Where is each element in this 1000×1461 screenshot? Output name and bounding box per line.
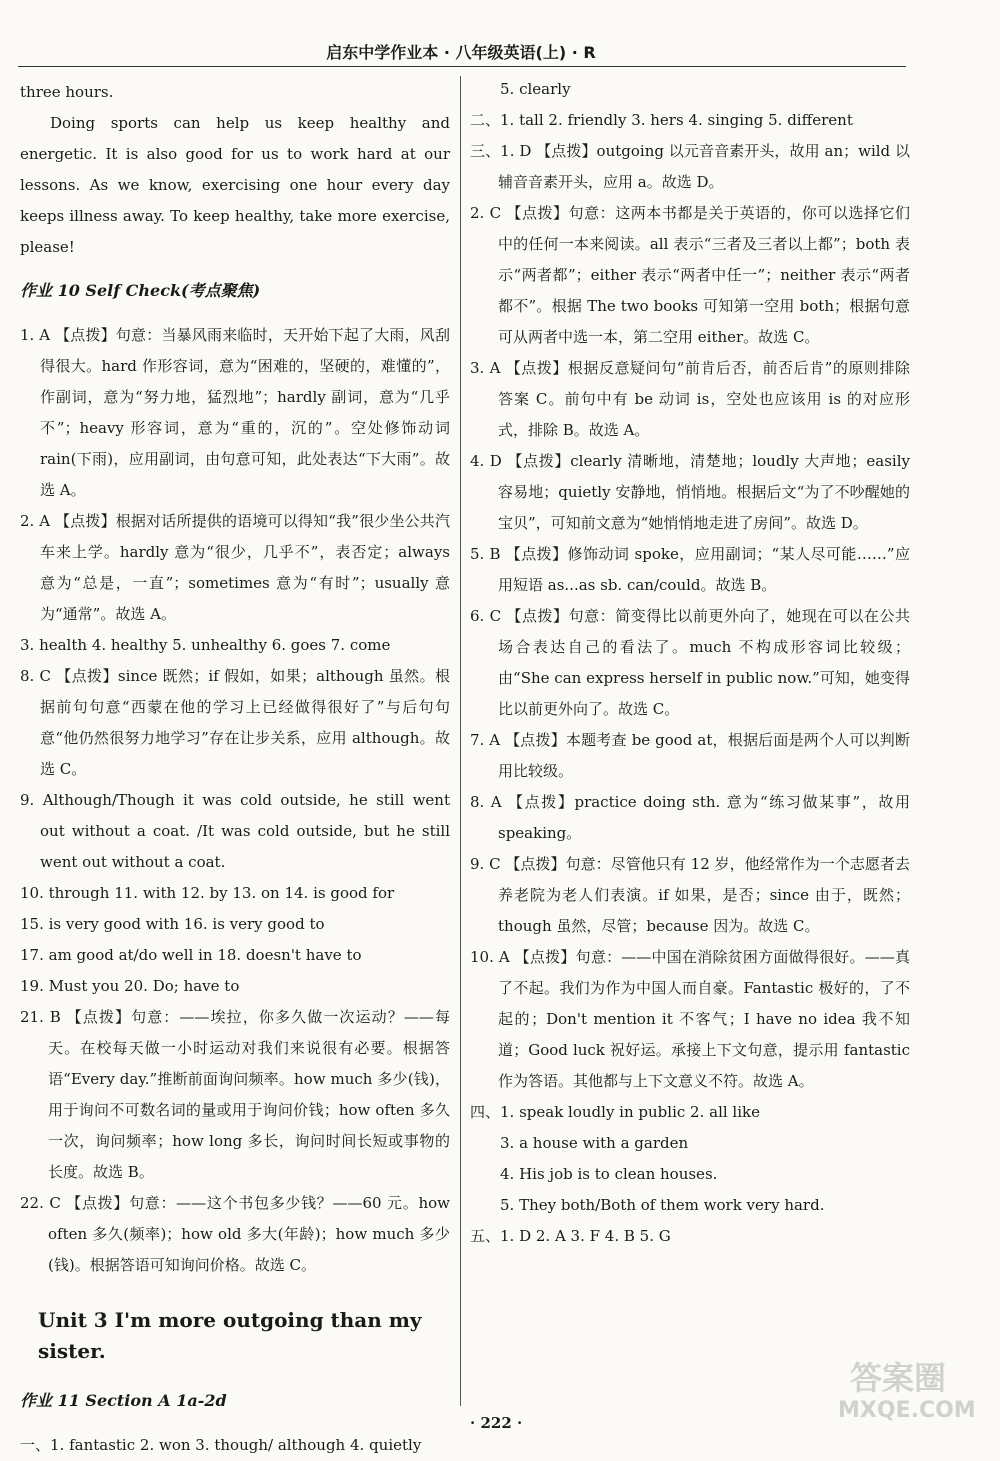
answer-item: 7. A 【点拨】本题考查 be good at，根据后面是两个人可以判断用比较级。 [470,731,910,780]
answer-item: 9. C 【点拨】句意：尽管他只有 12 岁，他经常作为一个志愿者去养老院为老人们表演。if 如果，是否；since 由于，既然；though 虽然，尽管；because 因为。故选 C。 [470,855,910,935]
answer-item: 4. D 【点拨】clearly 清晰地，清楚地；loudly 大声地；easily 容易地；quietly 安静地，悄悄地。根据后文“为了不吵醒她的宝贝”，可知前文意为“她悄悄地走进了房间”。故选 D。 [470,452,910,532]
answer-item: 10. through 11. with 12. by 13. on 14. is good for [20,884,395,902]
answer-line: 4. His job is to clean houses. [500,1165,718,1183]
answer-item: 2. A 【点拨】根据对话所提供的语境可以得知“我”很少坐公共汽车来上学。hardly 意为“很少，几乎不”，表否定；always 意为“总是，一直”；sometimes 意为“有时”；usually 意为“通常”。故选 A。 [20,512,450,623]
answer-item: 19. Must you 20. Do; have to [20,977,240,995]
watermark-site: MXQE.COM [838,1398,976,1423]
page-header: 启东中学作业本 · 八年级英语(上) · R [326,43,596,62]
answer-item: 8. A 【点拨】practice doing sth. 意为“练习做某事”，故用 speaking。 [470,793,910,842]
answer-line: 一、1. fantastic 2. won 3. though/ although 4. quietly [20,1436,422,1454]
answer-item: 21. B 【点拨】句意：——埃拉，你多久做一次运动？——每天。在校每天做一小时运动对我们来说很有必要。根据答语“Every day.”推断前面询问频率。how much 多少(钱)，用于询问不可数名词的量或用于询问价钱；how often 多久一次，询问频率；how long 多长，询问时间长短或事物的长度。故选 B。 [20,1008,450,1181]
continued-text: three hours. [20,83,114,101]
passage-paragraph: Doing sports can help us keep healthy and energetic. It is also good for us to work hard at our lessons. As we know, exercising one hour every day keeps illness away. To keep healthy, take more exercise, please! [20,114,450,256]
answer-line: 四、1. speak loudly in public 2. all like [470,1103,760,1121]
answer-item: 3. health 4. healthy 5. unhealthy 6. goes 7. come [20,636,391,654]
right-column [470,74,910,1252]
answer-item: 17. am good at/do well in 18. doesn't have to [20,946,362,964]
unit-title: Unit 3 I'm more outgoing than my sister. [38,1308,422,1363]
answer-item: 3. A 【点拨】根据反意疑问句“前肯后否，前否后肯”的原则排除答案 C。前句中有 be 动词 is，空处也应该用 is 的对应形式，排除 B。故选 A。 [470,359,910,439]
answer-item: 三、1. D 【点拨】outgoing 以元音音素开头，故用 an；wild 以辅音音素开头，应用 a。故选 D。 [470,142,910,191]
watermark [838,1358,976,1428]
answer-item: 1. A 【点拨】句意：当暴风雨来临时，天开始下起了大雨，风刮得很大。hard 作形容词，意为“困难的，坚硬的，难懂的”，作副词，意为“努力地，猛烈地”；hardly 副词，意为“几乎不”；heavy 形容词，意为“重的，沉的”。空处修饰动词 rain(下雨)，应用副词，由句意可知，此处表达“下大雨”。故选 A。 [20,326,450,499]
answer-line: 五、1. D 2. A 3. F 4. B 5. G [470,1227,671,1245]
column-divider [460,76,461,1406]
answer-line: 3. a house with a garden [500,1134,689,1152]
answer-item: 8. C 【点拨】since 既然；if 假如，如果；although 虽然。根据前句句意“西蒙在他的学习上已经做得很好了”与后句句意“他仍然很努力地学习”存在让步关系，应用 although。故选 C。 [20,667,450,778]
answer-item: 9. Although/Though it was cold outside, he still went out without a coat. /It was cold outside, but he still went out without a coat. [20,791,450,871]
answer-line: 5. They both/Both of them work very hard. [500,1196,825,1214]
answer-item: 10. A 【点拨】句意：——中国在消除贫困方面做得很好。——真了不起。我们为作为中国人而自豪。Fantastic 极好的，了不起的；Don't mention it 不客气；I have no idea 我不知道；Good luck 祝好运。承接上下文句意，提示用 fantastic 作为答语。其他都与上下文意义不符。故选 A。 [470,948,910,1090]
page-number: · 222 · [470,1414,523,1432]
answer-item: 22. C 【点拨】句意：——这个书包多少钱？——60 元。how often 多久(频率)；how old 多大(年龄)；how much 多少(钱)。根据答语可知询问价格。故选 C。 [20,1194,450,1274]
answer-item: 2. C 【点拨】句意：这两本书都是关于英语的，你可以选择它们中的任何一本来阅读。all 表示“三者及三者以上都”；both 表示“两者都”；either 表示“两者中任一”；neither 表示“两者都不”。根据 The two books 可知第一空用 both；根据句意可从两者中选一本，第二空用 either。故选 C。 [470,204,910,346]
homework-10-title: 作业 10 Self Check(考点聚焦) [20,281,261,300]
answer-item: 5. B 【点拨】修饰动词 spoke，应用副词；“某人尽可能……”应用短语 as...as sb. can/could。故选 B。 [470,545,910,594]
answer-item: 15. is very good with 16. is very good to [20,915,325,933]
homework-11-title: 作业 11 Section A 1a-2d [20,1391,227,1410]
answer-item: 6. C 【点拨】句意：简变得比以前更外向了，她现在可以在公共场合表达自己的看法了。much 不构成形容词比较级；由“She can express herself in public now.”可知，她变得比以前更外向了。故选 C。 [470,607,910,718]
answer-line: 5. clearly [500,80,571,98]
watermark-logo: 答案圈 [849,1359,946,1397]
left-column [20,77,450,1461]
answer-line: 二、1. tall 2. friendly 3. hers 4. singing 5. different [470,111,853,129]
header-rule [18,66,906,67]
